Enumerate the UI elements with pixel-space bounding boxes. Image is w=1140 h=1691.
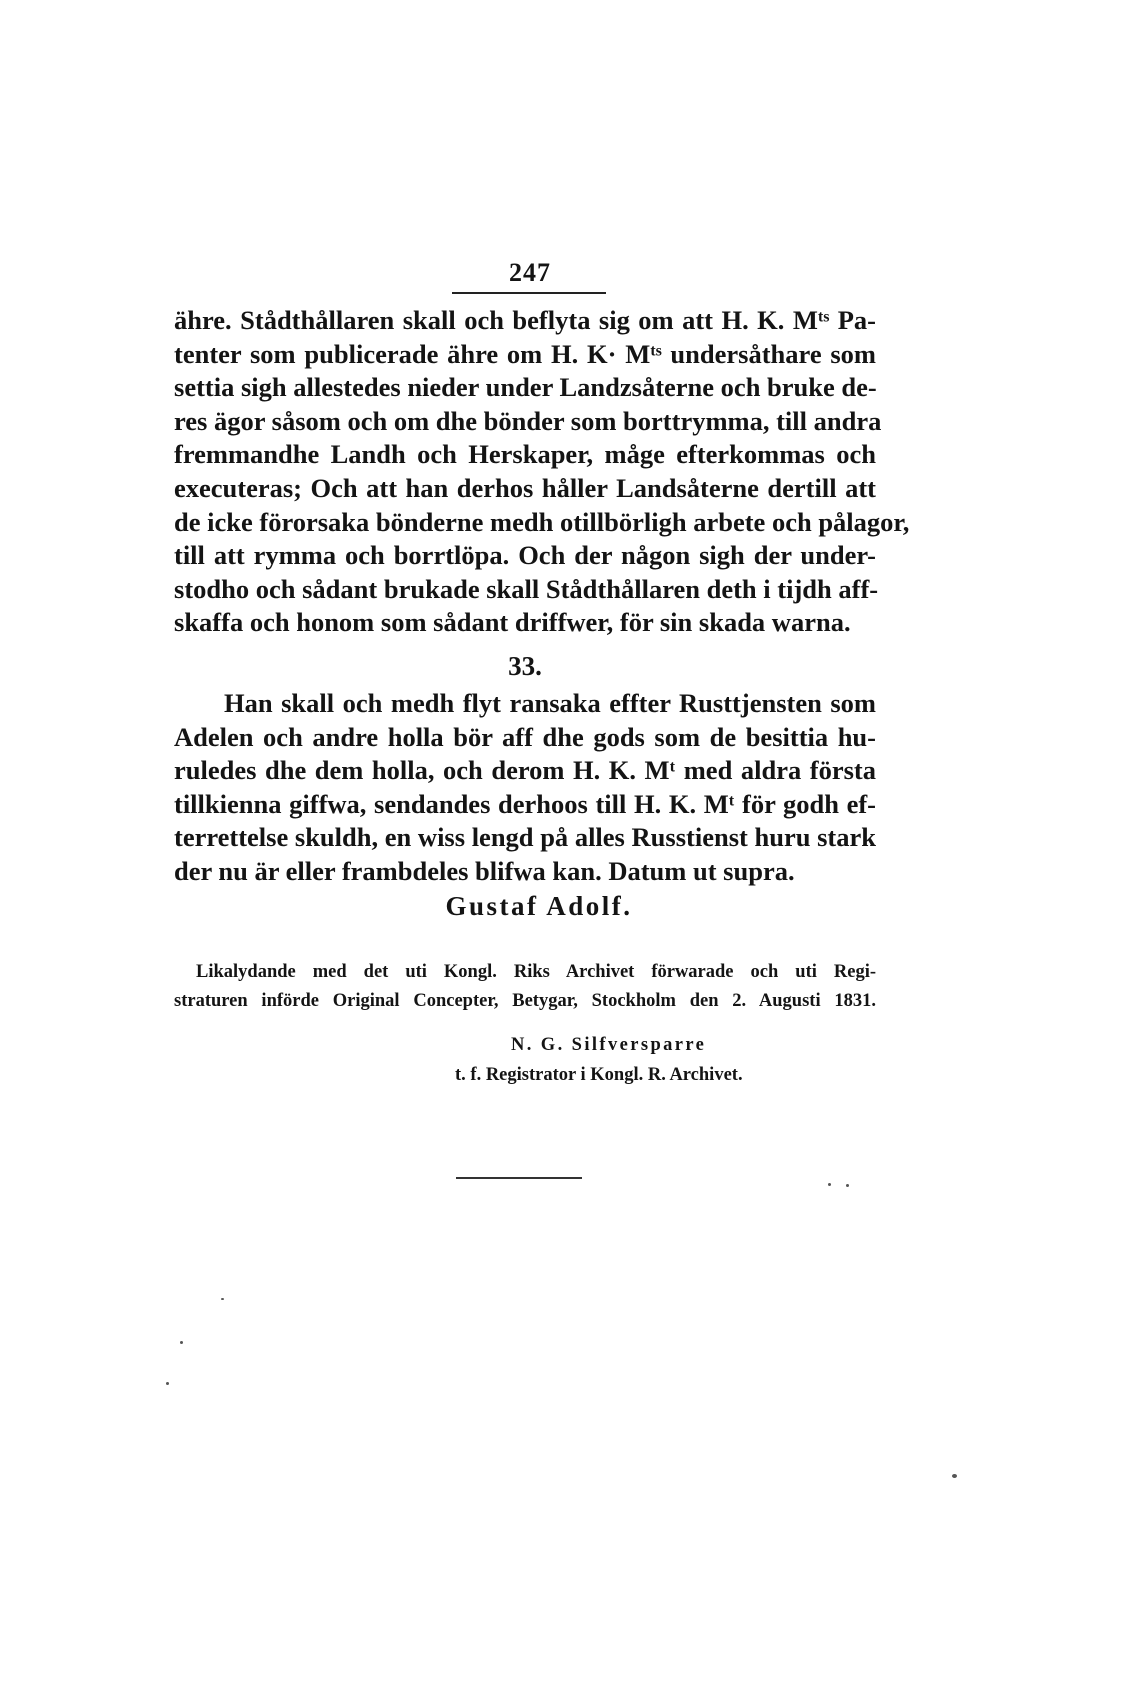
text-line: terrettelse skuldh, en wiss lengd på alles Russtienst huru stark [174,822,876,853]
certification-line: straturen införde Original Concepter, Betygar, Stockholm den 2. Augusti 1831. [174,991,876,1011]
header-rule [452,292,606,294]
text-line: stodho och sådant brukade skall Stådthållaren deth i tijdh aff- [174,573,879,604]
text-line: executeras; Och att han derhos håller Landsåterne dertill att [174,472,876,503]
scan-speck [180,1341,183,1344]
footer-rule [456,1177,582,1179]
scan-speck [828,1183,831,1186]
scan-speck [166,1382,169,1385]
main-text [174,304,910,923]
text-line: Han skall och medh flyt ransaka effter Rusttjensten som [224,687,876,718]
page-number: 247 [509,258,551,287]
signature: Gustaf Adolf. [445,890,633,921]
text-line: till att rymma och borrtlöpa. Och der någon sigh der under- [174,540,876,571]
certification-note [174,958,876,1016]
text-line: tenter som publicerade ähre om H. K· Mᵗˢ undersåthare som [174,338,876,369]
certification-line: Likalydande med det uti Kongl. Riks Archivet förwarade och uti Regi- [196,962,876,982]
text-line: tillkienna giffwa, sendandes derhoos till H. K. Mᵗ för godh ef- [174,788,876,819]
scan-speck [221,1298,224,1300]
text-line: ruledes dhe dem holla, och derom H. K. Mᵗ med aldra första [174,755,876,786]
text-line: fremmandhe Landh och Herskaper, måge efterkommas och [174,439,876,470]
section-number: 33. [508,650,542,681]
scan-speck [846,1184,849,1187]
text-line: res ägor såsom och om dhe bönder som borttrymma, till andra [174,405,882,436]
attestor-title: t. f. Registrator i Kongl. R. Archivet. [455,1065,743,1085]
text-line: de icke förorsaka bönderne medh otillbörligh arbete och pålagor, [174,506,910,537]
text-line: Adelen och andre holla bör aff dhe gods som de besittia hu- [174,721,876,752]
text-line: skaffa och honom som sådant driffwer, för sin skada warna. [174,607,851,638]
text-line: ähre. Stådthållaren skall och beflyta sig om att H. K. Mᵗˢ Pa- [174,305,876,335]
text-line: settia sigh allestedes nieder under Landzsåterne och bruke de- [174,372,877,403]
attestor-name: N. G. Silfversparre [511,1035,707,1055]
attestor-block [455,1030,815,1090]
text-line: der nu är eller frambdeles blifwa kan. Datum ut supra. [174,855,795,886]
scan-speck [952,1474,957,1478]
